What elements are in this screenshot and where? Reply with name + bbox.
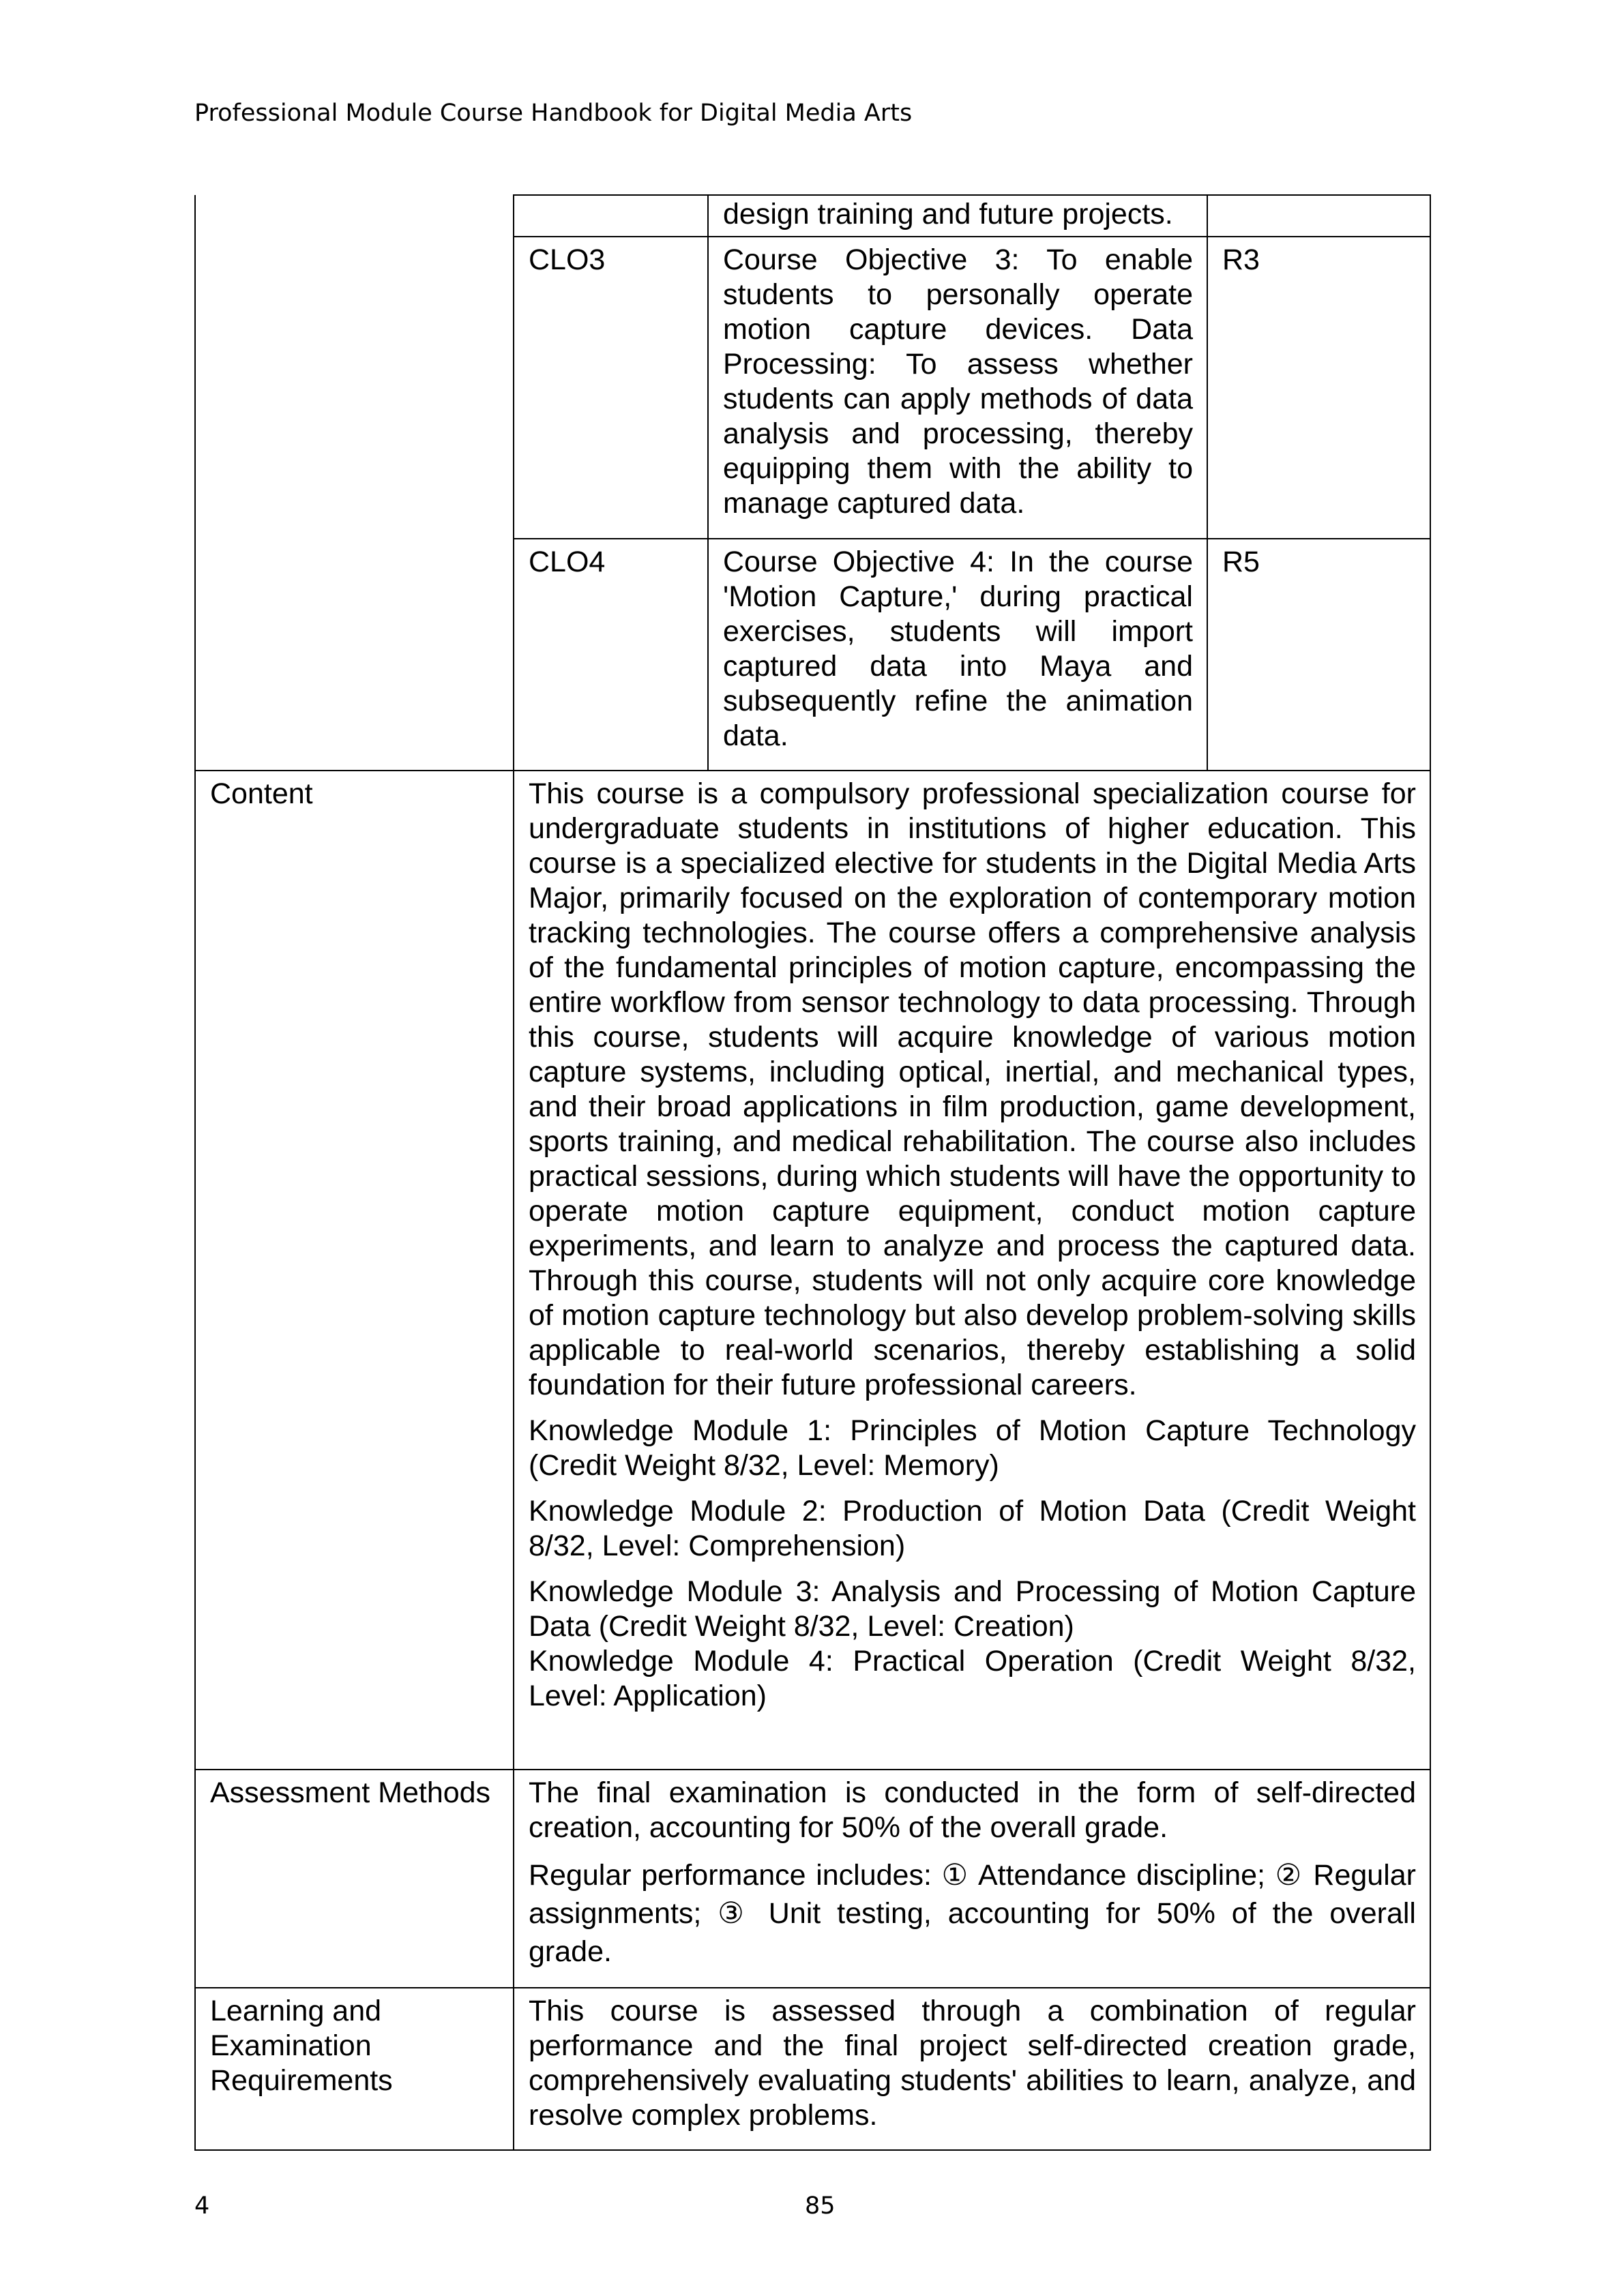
- course-table: [194, 194, 1431, 2151]
- content-intro: This course is a compulsory professional specialization course for undergraduate students in institutions of higher education. This course is a specialized elective for students in the Digital Media Arts Major, primarily focused on the exploration of contemporary motion tracking technologies. The course offers a comprehensive analysis of the fundamental principles of motion capture, encompassing the entire workflow from sensor technology to data processing. Through this course, students will acquire knowledge of various motion capture systems, including optical, inertial, and mechanical types, and their broad applications in film production, game development, sports training, and medical rehabilitation. The course also includes practical sessions, during which students will have the opportunity to operate motion capture equipment, conduct motion capture experiments, and learn to analyze and process the captured data. Through this course, students will not only acquire core knowledge of motion capture technology but also develop problem-solving skills applicable to real-world scenarios, thereby establishing a solid foundation for their future professional careers.: [529, 777, 1416, 1401]
- clo-ref-cell: [1207, 195, 1430, 237]
- assessment-final: The final examination is conducted in the form of self-directed creation, accounting for 50% of the overall grade.: [529, 1776, 1416, 1844]
- clo-id-cell: CLO3: [514, 237, 708, 539]
- assessment-row: [195, 1770, 1430, 1988]
- assessment-body: [514, 1770, 1430, 1988]
- requirements-body: This course is assessed through a combination of regular performance and the final project self-directed creation grade, comprehensively evaluating students' abilities to learn, analyze, and resolve complex problems.: [514, 1988, 1430, 2150]
- requirements-row: [195, 1988, 1430, 2150]
- clo-row-continued: [195, 195, 1430, 237]
- clo-id-cell: [514, 195, 708, 237]
- knowledge-module-3: Knowledge Module 3: Analysis and Processing of Motion Capture Data (Credit Weight 8/32, Level: Creation): [529, 1575, 1416, 1643]
- clo-objective-cell: Course Objective 4: In the course 'Motion Capture,' during practical exercises, students will import captured data into Maya and subsequently refine the animation data.: [708, 539, 1207, 771]
- clo-objective-cell: Course Objective 3: To enable students to personally operate motion capture devices. Data Processing: To assess whether students can apply methods of data analysis and processing, thereby equipping them with the ability to manage captured data.: [708, 237, 1207, 539]
- clo-id-cell: CLO4: [514, 539, 708, 771]
- clo-ref-cell: R3: [1207, 237, 1430, 539]
- assessment-regular: Regular performance includes: ① Attendance discipline; ② Regular assignments; ③ Unit testing, accounting for 50% of the overall grade.: [529, 1859, 1416, 1968]
- content-label: Content: [195, 771, 514, 1770]
- clo-objective-cell: design training and future projects.: [708, 195, 1207, 237]
- requirements-label: Learning and Examination Requirements: [195, 1988, 514, 2150]
- content-body: [514, 771, 1430, 1770]
- knowledge-module-4: Knowledge Module 4: Practical Operation (Credit Weight 8/32, Level: Application): [529, 1645, 1416, 1712]
- clo-ref-cell: R5: [1207, 539, 1430, 771]
- assessment-label: Assessment Methods: [195, 1770, 514, 1988]
- page-header: Professional Module Course Handbook for Digital Media Arts: [194, 100, 913, 127]
- knowledge-module-1: Knowledge Module 1: Principles of Motion Capture Technology (Credit Weight 8/32, Level: Memory): [529, 1414, 1416, 1482]
- clo-label-cell: [195, 195, 514, 771]
- footer-page-number: 85: [805, 2192, 836, 2220]
- footer-chapter-number: 4: [194, 2192, 210, 2220]
- content-row: [195, 771, 1430, 1770]
- knowledge-module-2: Knowledge Module 2: Production of Motion Data (Credit Weight 8/32, Level: Comprehension): [529, 1495, 1416, 1562]
